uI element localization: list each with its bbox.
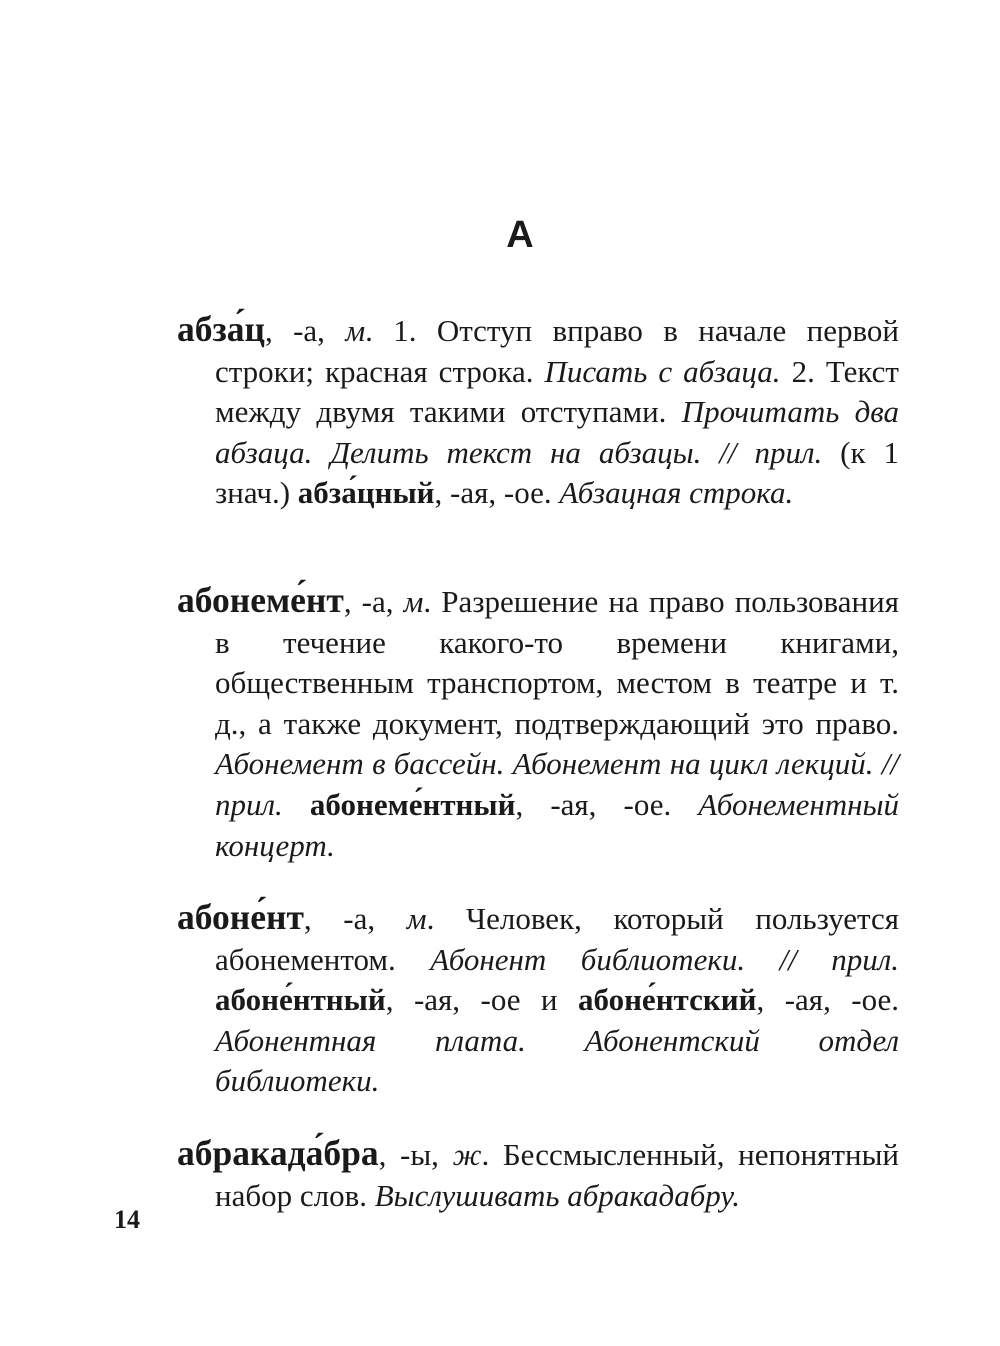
section-letter-heading: А: [506, 214, 534, 256]
gender-marker: м: [406, 901, 427, 936]
grammar-info: , -а,: [264, 313, 346, 348]
grammar-info: , -а,: [343, 584, 404, 619]
definition: . Бессмысленный, непонятный набор слов.: [215, 1137, 899, 1213]
derived-endings: , -ая, -ое.: [434, 475, 560, 511]
usage-example: Абзацная строка.: [559, 475, 794, 511]
gender-marker: ж: [452, 1137, 482, 1172]
headword: абонеме́нт: [177, 580, 344, 620]
derived-endings: , -ая, -ое.: [756, 982, 899, 1018]
gender-marker: м: [403, 584, 424, 619]
derived-endings: , -ая, -ое и: [385, 982, 578, 1018]
grammar-info: , -а,: [303, 901, 407, 936]
derived-endings: , -ая, -ое.: [515, 786, 699, 822]
definition-sense-1: . 1. Отступ вправо в начале первой строки; красная строка.: [215, 313, 899, 389]
derived-word: абоне́нтский: [577, 982, 757, 1018]
headword: абракада́бра: [177, 1133, 379, 1173]
derived-word: абонеме́нтный: [309, 786, 516, 822]
page-number: 14: [114, 1205, 140, 1234]
dictionary-entry-abzats: [177, 309, 899, 514]
grammar-info: , -ы,: [378, 1137, 453, 1172]
headword: абза́ц: [177, 309, 265, 349]
dictionary-entry-abrakadabra: [177, 1133, 899, 1216]
dictionary-entry-abonent: [177, 897, 899, 1102]
dictionary-entry-abonement: [177, 580, 899, 866]
sense-qualifier: (к 1 знач.): [215, 434, 899, 511]
derived-word: абза́цный: [297, 475, 435, 511]
usage-example: Выслушивать абракадабру.: [374, 1177, 740, 1213]
usage-example: Абонементный концерт.: [215, 786, 899, 863]
gender-marker: м: [345, 313, 366, 348]
definition: . Разрешение на право пользования в течение какого-то времени книгами, общественным транспортом, местом в театре и т. д., а также документ, подтверждающий это право.: [215, 584, 899, 741]
definition: . Человек, который пользуется абонементом.: [215, 901, 899, 977]
usage-example: Абонент библиотеки. // прил.: [430, 941, 899, 977]
spacer: [283, 787, 310, 822]
usage-example: Абонентная плата. Абонентский отдел библиотеки.: [215, 1022, 899, 1099]
usage-example: Абонемент в бассейн. Абонемент на цикл лекций. // прил.: [215, 746, 899, 822]
usage-example: Писать с абзаца.: [544, 353, 781, 389]
headword: абоне́нт: [177, 897, 304, 937]
derived-word: абоне́нтный: [215, 982, 386, 1018]
definition-sense-2: 2. Текст между двумя такими отступами.: [215, 353, 899, 430]
usage-example: Прочитать два абзаца. Делить текст на абзацы. // прил.: [215, 394, 900, 470]
